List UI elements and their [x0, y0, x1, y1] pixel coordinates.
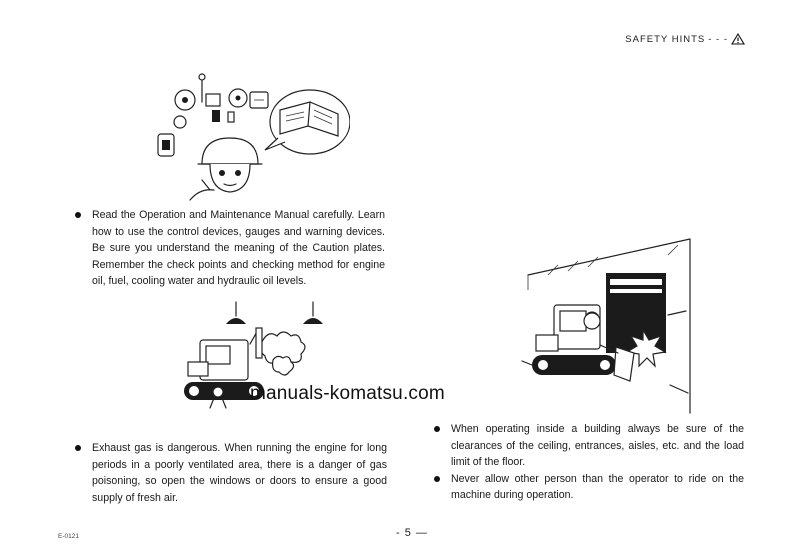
list-item [434, 421, 744, 471]
bullet-text: Exhaust gas is dangerous. When running the engine for long periods in a poorly ventilated area, there is a danger of gas poisoning, so open the windows or doors to ensure a good supply of fresh air. [92, 442, 387, 504]
bullet-icon [75, 212, 81, 218]
bullet-icon [75, 445, 81, 451]
list-item [434, 471, 744, 504]
exhaust-gas-warning-text [75, 440, 387, 506]
bullet-icon [434, 476, 440, 482]
page-number: - 5 — [396, 527, 428, 539]
operator-reading-manual-illustration [150, 72, 350, 202]
list-item [75, 440, 387, 506]
manual-instructions-text [75, 207, 385, 290]
page-header [625, 33, 745, 45]
header-title: SAFETY HINTS [625, 33, 706, 45]
warning-triangle-icon [731, 33, 745, 45]
header-dots: - - - [708, 33, 728, 45]
bullet-text: Read the Operation and Maintenance Manual carefully. Learn how to use the control devices, gauges and warning devices. Be sure you understand the meaning of the Caution plates. Remember the check points and checking method for engine oil, fuel, cooling water and hydraulic oil levels. [92, 209, 385, 287]
bullet-icon [434, 426, 440, 432]
bullet-text: Never allow other person than the operator to ride on the machine during operation. [451, 472, 744, 501]
bullet-text: When operating inside a building always be sure of the clearances of the ceiling, entrances, aisles, etc. and the load limit of the floor. [451, 423, 744, 468]
document-code: E-0121 [58, 533, 79, 540]
building-operation-warning-text [434, 421, 744, 504]
machine-inside-building-illustration [518, 235, 700, 415]
watermark-text: manuals-komatsu.com [250, 383, 445, 404]
list-item [75, 207, 385, 290]
